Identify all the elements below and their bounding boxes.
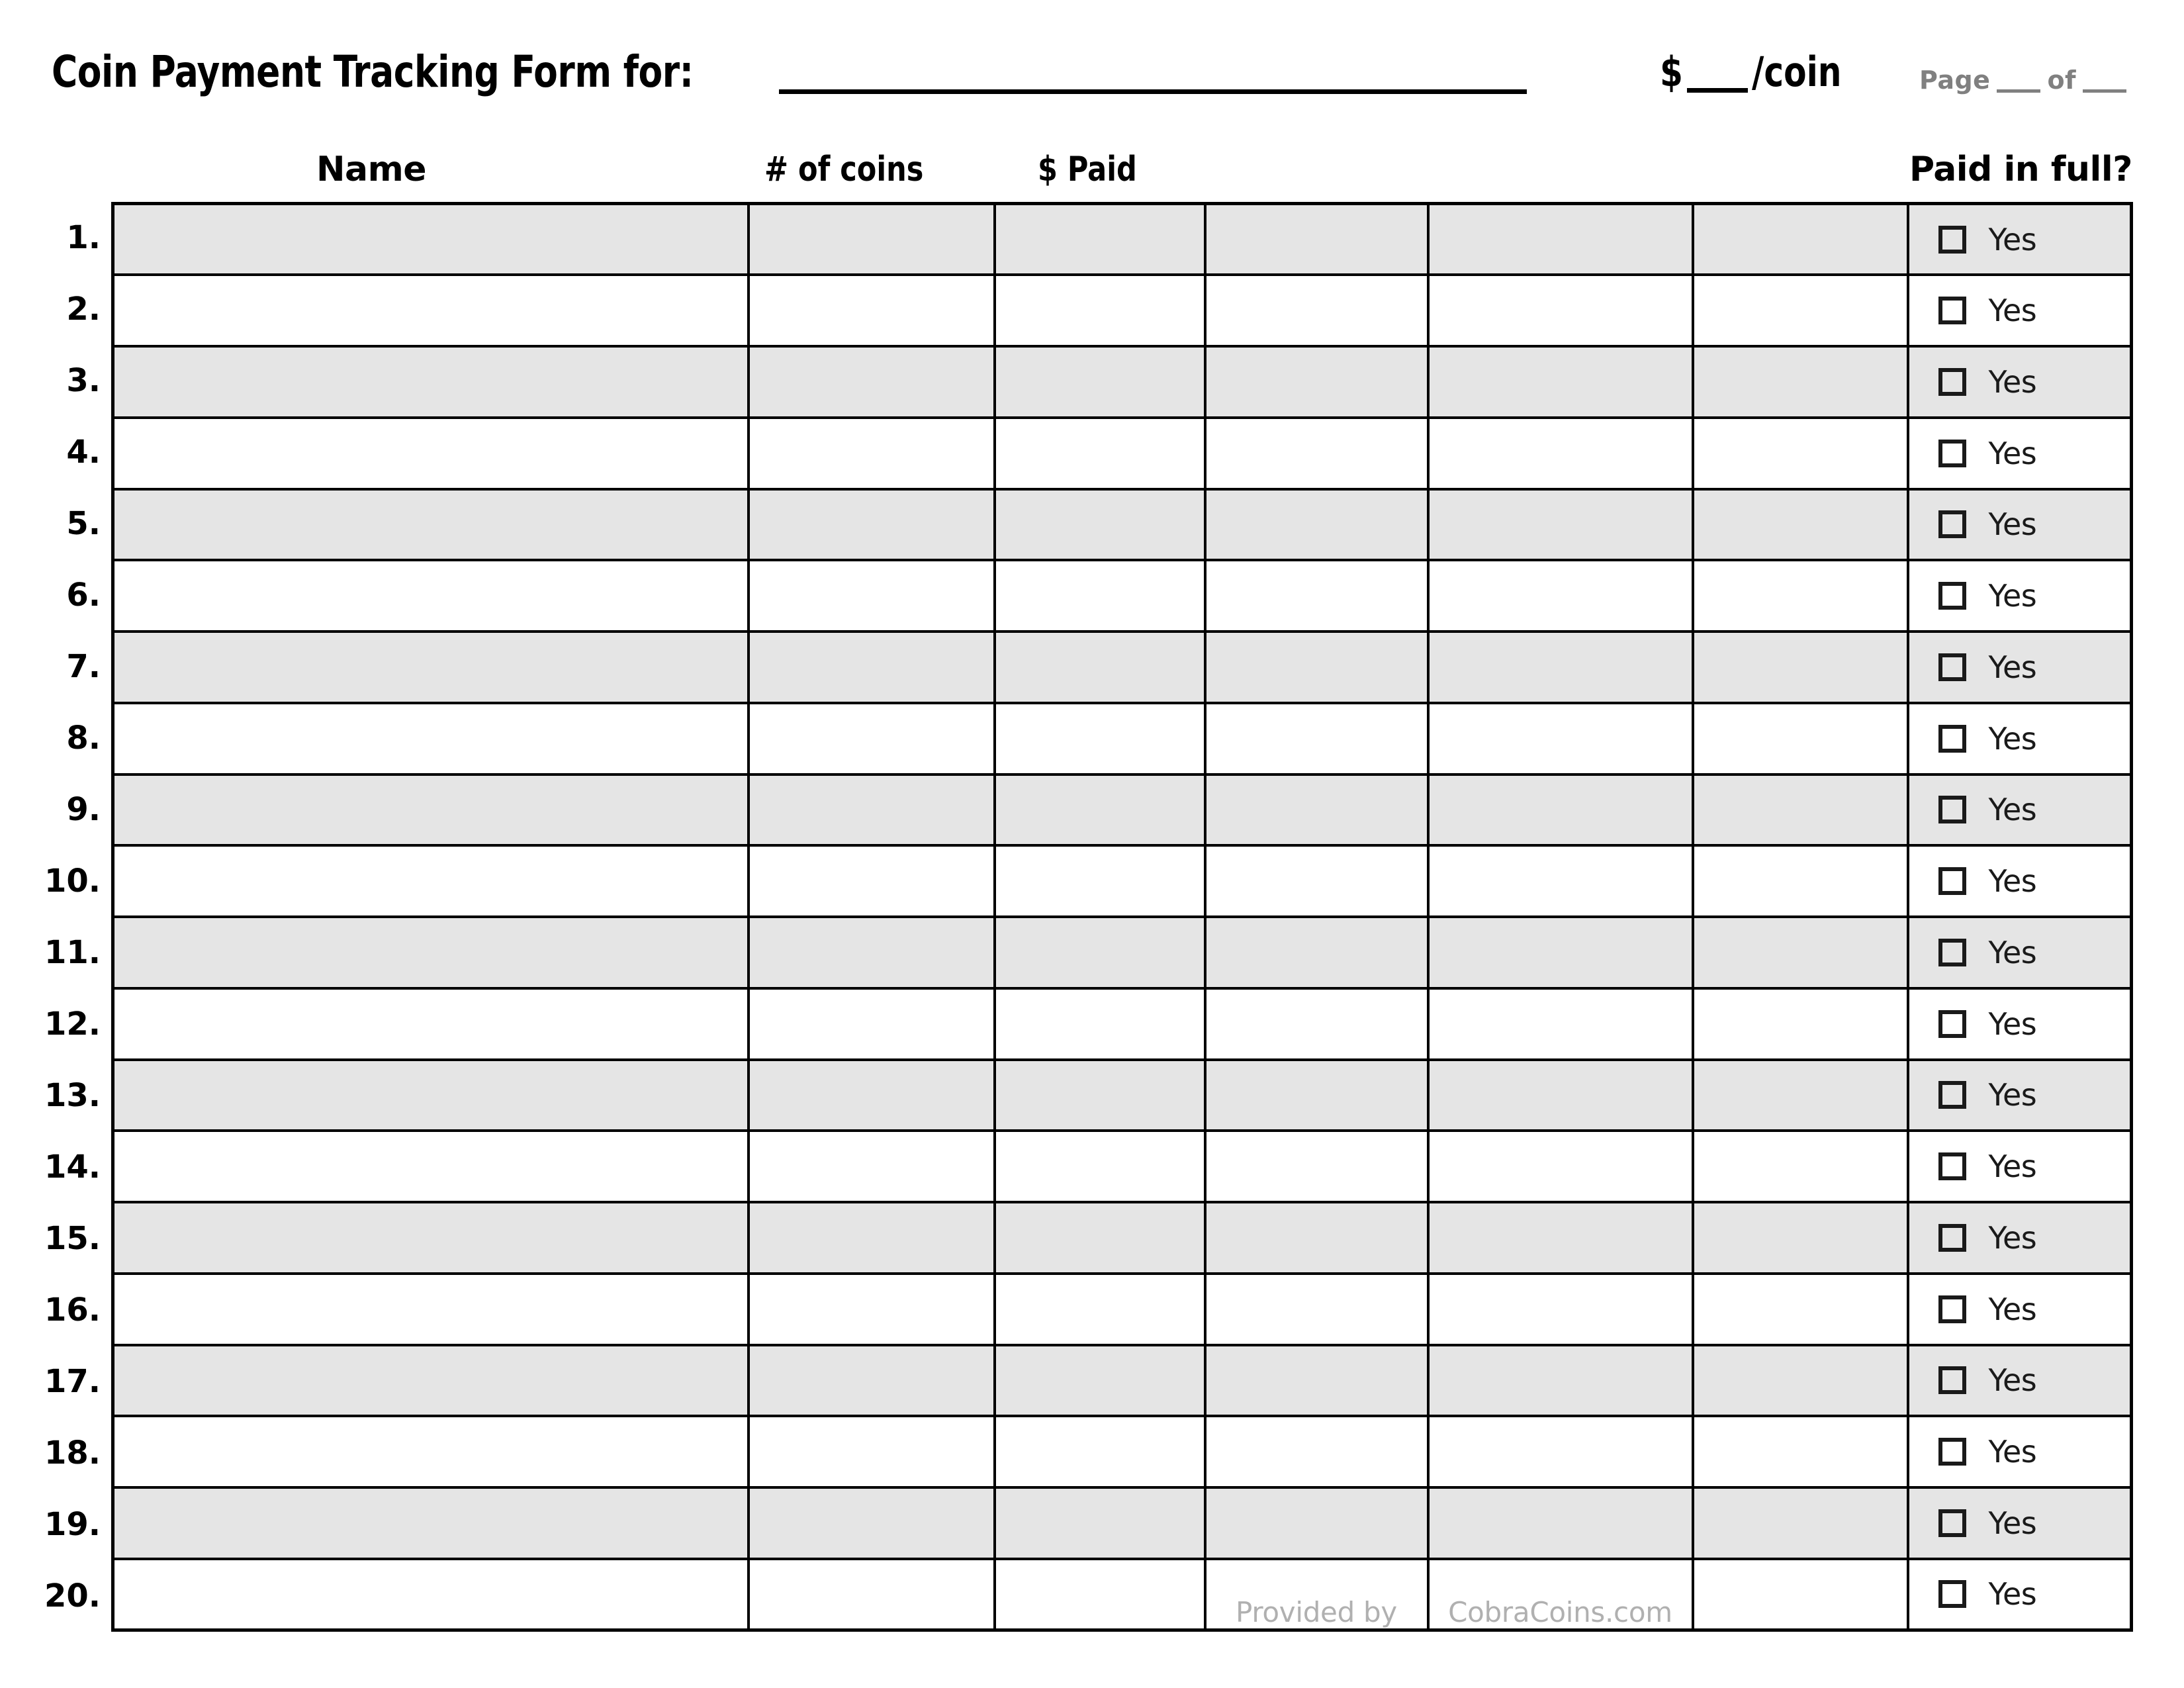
- row-number: 2.: [66, 291, 101, 328]
- page-total-blank[interactable]: [2083, 84, 2126, 93]
- table-row: [113, 845, 2132, 917]
- cell-extra-3[interactable]: [1693, 560, 1908, 632]
- cell-extra-2[interactable]: [1428, 560, 1693, 632]
- cell-paid-in-full[interactable]: [1908, 489, 2132, 561]
- cell-paid[interactable]: [995, 845, 1205, 917]
- checkbox-label: Yes: [1988, 578, 2037, 614]
- cell-paid[interactable]: [995, 1274, 1205, 1345]
- page-label: Page: [1919, 66, 1991, 95]
- table-row: [113, 1487, 2132, 1559]
- checkbox-label: Yes: [1988, 363, 2037, 400]
- checkbox-icon[interactable]: [1938, 653, 1966, 681]
- cell-extra-1[interactable]: [1205, 632, 1428, 703]
- cell-extra-2[interactable]: [1428, 1202, 1693, 1274]
- checkbox-icon[interactable]: [1938, 1580, 1966, 1608]
- cell-paid[interactable]: [995, 275, 1205, 346]
- page-title: Coin Payment Tracking Form for:: [52, 46, 694, 97]
- cell-extra-2[interactable]: [1428, 1131, 1693, 1202]
- cell-paid[interactable]: [995, 703, 1205, 774]
- table-row: [113, 1060, 2132, 1131]
- cell-paid[interactable]: [995, 1559, 1205, 1630]
- cell-extra-2[interactable]: [1428, 418, 1693, 489]
- checkbox-label: Yes: [1988, 720, 2037, 757]
- cell-name[interactable]: [113, 1202, 749, 1274]
- cell-extra-2[interactable]: [1428, 845, 1693, 917]
- cell-paid-in-full[interactable]: [1908, 1416, 2132, 1487]
- cell-extra-2[interactable]: [1428, 1060, 1693, 1131]
- checkbox-label: Yes: [1988, 792, 2037, 828]
- cell-extra-3[interactable]: [1693, 1416, 1908, 1487]
- checkbox-label: Yes: [1988, 1434, 2037, 1470]
- cell-extra-1[interactable]: [1205, 489, 1428, 561]
- table-row: [113, 632, 2132, 703]
- cell-paid-in-full[interactable]: [1908, 418, 2132, 489]
- column-header-paid-in-full: Paid in full?: [1909, 150, 2132, 189]
- cell-name[interactable]: [113, 560, 749, 632]
- cell-extra-3[interactable]: [1693, 275, 1908, 346]
- cell-name[interactable]: [113, 204, 749, 275]
- paid-in-full-control[interactable]: [1909, 1291, 2130, 1327]
- cell-name[interactable]: [113, 1559, 749, 1630]
- checkbox-icon[interactable]: [1938, 1224, 1966, 1252]
- cell-extra-1[interactable]: [1205, 774, 1428, 846]
- cell-paid-in-full[interactable]: [1908, 204, 2132, 275]
- row-number: 3.: [66, 362, 101, 399]
- row-number: 12.: [44, 1006, 101, 1043]
- cell-extra-1[interactable]: [1205, 204, 1428, 275]
- cell-paid[interactable]: [995, 418, 1205, 489]
- paid-in-full-control[interactable]: [1909, 578, 2130, 614]
- row-number: 17.: [44, 1363, 101, 1400]
- paid-in-full-control[interactable]: [1909, 1505, 2130, 1541]
- cell-extra-2[interactable]: [1428, 917, 1693, 988]
- cell-extra-1[interactable]: [1205, 418, 1428, 489]
- cell-coins[interactable]: [749, 275, 995, 346]
- cell-paid[interactable]: [995, 1131, 1205, 1202]
- cell-extra-2[interactable]: [1428, 1487, 1693, 1559]
- page-number-block: [1919, 61, 2126, 93]
- paid-in-full-control[interactable]: [1909, 1362, 2130, 1399]
- cell-paid[interactable]: [995, 489, 1205, 561]
- checkbox-icon[interactable]: [1938, 1010, 1966, 1038]
- cell-coins[interactable]: [749, 560, 995, 632]
- cell-paid-in-full[interactable]: [1908, 1345, 2132, 1417]
- row-number: 20.: [44, 1577, 101, 1615]
- row-number: 9.: [66, 791, 101, 828]
- row-number: 6.: [66, 577, 101, 614]
- table-row: [113, 418, 2132, 489]
- cell-coins[interactable]: [749, 1060, 995, 1131]
- table-row: [113, 774, 2132, 846]
- checkbox-label: Yes: [1988, 221, 2037, 258]
- paid-in-full-control[interactable]: [1909, 720, 2130, 757]
- cell-paid[interactable]: [995, 1060, 1205, 1131]
- cell-extra-3[interactable]: [1693, 489, 1908, 561]
- title-fill-in-blank[interactable]: [779, 80, 1527, 94]
- cell-paid-in-full[interactable]: [1908, 1131, 2132, 1202]
- page-current-blank[interactable]: [1997, 84, 2040, 93]
- cell-extra-3[interactable]: [1693, 703, 1908, 774]
- table-row: [113, 1274, 2132, 1345]
- checkbox-icon[interactable]: [1938, 582, 1966, 610]
- cell-paid[interactable]: [995, 346, 1205, 418]
- cell-name[interactable]: [113, 1131, 749, 1202]
- cell-paid-in-full[interactable]: [1908, 1559, 2132, 1630]
- cell-paid-in-full[interactable]: [1908, 1487, 2132, 1559]
- cell-name[interactable]: [113, 489, 749, 561]
- cell-extra-3[interactable]: [1693, 845, 1908, 917]
- column-header-paid: $ Paid: [1038, 150, 1137, 189]
- cell-name[interactable]: [113, 275, 749, 346]
- cell-extra-2[interactable]: [1428, 1274, 1693, 1345]
- cell-extra-1[interactable]: [1205, 1487, 1428, 1559]
- cell-paid[interactable]: [995, 560, 1205, 632]
- cell-name[interactable]: [113, 632, 749, 703]
- cell-paid[interactable]: [995, 204, 1205, 275]
- table-row: [113, 1131, 2132, 1202]
- cell-extra-3[interactable]: [1693, 1487, 1908, 1559]
- checkbox-icon[interactable]: [1938, 1152, 1966, 1180]
- checkbox-icon[interactable]: [1938, 1366, 1966, 1394]
- cell-coins[interactable]: [749, 917, 995, 988]
- cell-paid-in-full[interactable]: [1908, 1202, 2132, 1274]
- form-header: [0, 0, 2184, 132]
- cell-extra-3[interactable]: [1693, 346, 1908, 418]
- checkbox-label: Yes: [1988, 435, 2037, 471]
- row-number: 4.: [66, 434, 101, 471]
- table-row: [113, 204, 2132, 275]
- cell-extra-3[interactable]: [1693, 774, 1908, 846]
- cell-extra-2[interactable]: [1428, 774, 1693, 846]
- cell-coins[interactable]: [749, 346, 995, 418]
- cell-extra-3[interactable]: [1693, 1131, 1908, 1202]
- cell-paid[interactable]: [995, 1202, 1205, 1274]
- cell-paid-in-full[interactable]: [1908, 560, 2132, 632]
- paid-in-full-control[interactable]: [1909, 1434, 2130, 1470]
- table-row: [113, 560, 2132, 632]
- cell-extra-1[interactable]: [1205, 988, 1428, 1060]
- paid-in-full-control[interactable]: [1909, 1006, 2130, 1042]
- checkbox-icon[interactable]: [1938, 368, 1966, 396]
- cell-paid-in-full[interactable]: [1908, 1274, 2132, 1345]
- cell-coins[interactable]: [749, 489, 995, 561]
- paid-in-full-control[interactable]: [1909, 934, 2130, 970]
- paid-in-full-control[interactable]: [1909, 1219, 2130, 1256]
- cell-name[interactable]: [113, 346, 749, 418]
- cell-paid[interactable]: [995, 1416, 1205, 1487]
- cell-paid-in-full[interactable]: [1908, 988, 2132, 1060]
- cell-extra-1[interactable]: [1205, 1416, 1428, 1487]
- cell-extra-2[interactable]: [1428, 1345, 1693, 1417]
- checkbox-icon[interactable]: [1938, 796, 1966, 823]
- cell-extra-2[interactable]: [1428, 1559, 1693, 1630]
- cell-name[interactable]: [113, 988, 749, 1060]
- column-header-name: Name: [316, 150, 427, 189]
- cell-coins[interactable]: [749, 774, 995, 846]
- cell-coins[interactable]: [749, 845, 995, 917]
- cell-extra-2[interactable]: [1428, 489, 1693, 561]
- checkbox-label: Yes: [1988, 1362, 2037, 1399]
- cell-coins[interactable]: [749, 1416, 995, 1487]
- cell-paid-in-full[interactable]: [1908, 1060, 2132, 1131]
- cell-paid[interactable]: [995, 774, 1205, 846]
- cell-extra-3[interactable]: [1693, 1274, 1908, 1345]
- cell-extra-3[interactable]: [1693, 204, 1908, 275]
- cell-extra-3[interactable]: [1693, 1202, 1908, 1274]
- cell-name[interactable]: [113, 845, 749, 917]
- table-row: [113, 917, 2132, 988]
- paid-in-full-control[interactable]: [1909, 1576, 2130, 1613]
- row-number: 14.: [44, 1149, 101, 1186]
- cell-extra-3[interactable]: [1693, 418, 1908, 489]
- cell-extra-3[interactable]: [1693, 1345, 1908, 1417]
- paid-in-full-control[interactable]: [1909, 221, 2130, 258]
- cell-extra-1[interactable]: [1205, 346, 1428, 418]
- price-per-coin-block: [1660, 44, 1851, 96]
- cell-coins[interactable]: [749, 204, 995, 275]
- cell-paid[interactable]: [995, 988, 1205, 1060]
- checkbox-icon[interactable]: [1938, 867, 1966, 895]
- cell-extra-2[interactable]: [1428, 346, 1693, 418]
- cell-coins[interactable]: [749, 1131, 995, 1202]
- checkbox-label: Yes: [1988, 1077, 2037, 1113]
- checkbox-label: Yes: [1988, 1576, 2037, 1613]
- paid-in-full-control[interactable]: [1909, 435, 2130, 471]
- cell-paid-in-full[interactable]: [1908, 845, 2132, 917]
- per-coin-label: /coin: [1751, 48, 1842, 96]
- cell-paid-in-full[interactable]: [1908, 275, 2132, 346]
- checkbox-icon[interactable]: [1938, 1295, 1966, 1323]
- table-row: [113, 1416, 2132, 1487]
- checkbox-icon[interactable]: [1938, 1438, 1966, 1466]
- cell-name[interactable]: [113, 1345, 749, 1417]
- table-row: [113, 489, 2132, 561]
- cell-extra-2[interactable]: [1428, 275, 1693, 346]
- cell-coins[interactable]: [749, 1487, 995, 1559]
- paid-in-full-control[interactable]: [1909, 293, 2130, 329]
- cell-extra-1[interactable]: [1205, 1559, 1428, 1630]
- cell-paid[interactable]: [995, 917, 1205, 988]
- cell-extra-1[interactable]: [1205, 1060, 1428, 1131]
- paid-in-full-control[interactable]: [1909, 363, 2130, 400]
- cell-coins[interactable]: [749, 1274, 995, 1345]
- row-number: 1.: [66, 219, 101, 256]
- cell-extra-1[interactable]: [1205, 1274, 1428, 1345]
- checkbox-label: Yes: [1988, 863, 2037, 900]
- cell-extra-3[interactable]: [1693, 988, 1908, 1060]
- paid-in-full-control[interactable]: [1909, 792, 2130, 828]
- cell-extra-3[interactable]: [1693, 1060, 1908, 1131]
- checkbox-label: Yes: [1988, 649, 2037, 685]
- title-row: [52, 41, 1527, 97]
- cell-extra-1[interactable]: [1205, 1202, 1428, 1274]
- checkbox-icon[interactable]: [1938, 440, 1966, 467]
- checkbox-label: Yes: [1988, 1219, 2037, 1256]
- cell-extra-3[interactable]: [1693, 1559, 1908, 1630]
- checkbox-label: Yes: [1988, 1505, 2037, 1541]
- cell-coins[interactable]: [749, 1559, 995, 1630]
- row-number: 11.: [44, 934, 101, 971]
- row-number: 5.: [66, 505, 101, 542]
- checkbox-icon[interactable]: [1938, 297, 1966, 324]
- cell-name[interactable]: [113, 1487, 749, 1559]
- row-number: 19.: [44, 1506, 101, 1543]
- cell-extra-3[interactable]: [1693, 632, 1908, 703]
- checkbox-label: Yes: [1988, 934, 2037, 970]
- cell-name[interactable]: [113, 1060, 749, 1131]
- watermark-site: CobraCoins.com: [1448, 1596, 1672, 1629]
- paid-in-full-control[interactable]: [1909, 506, 2130, 543]
- cell-extra-1[interactable]: [1205, 275, 1428, 346]
- checkbox-icon[interactable]: [1938, 1081, 1966, 1109]
- cell-extra-1[interactable]: [1205, 845, 1428, 917]
- cell-extra-3[interactable]: [1693, 917, 1908, 988]
- table-row: [113, 1345, 2132, 1417]
- table-row: [113, 988, 2132, 1060]
- checkbox-icon[interactable]: [1938, 725, 1966, 753]
- checkbox-icon[interactable]: [1938, 226, 1966, 254]
- cell-coins[interactable]: [749, 1202, 995, 1274]
- checkbox-icon[interactable]: [1938, 939, 1966, 966]
- checkbox-icon[interactable]: [1938, 510, 1966, 538]
- cell-coins[interactable]: [749, 632, 995, 703]
- cell-extra-1[interactable]: [1205, 703, 1428, 774]
- cell-name[interactable]: [113, 917, 749, 988]
- cell-paid-in-full[interactable]: [1908, 632, 2132, 703]
- coin-payment-tracking-table: [111, 202, 2133, 1632]
- table-row: [113, 703, 2132, 774]
- cell-extra-2[interactable]: [1428, 1416, 1693, 1487]
- cell-name[interactable]: [113, 418, 749, 489]
- checkbox-icon[interactable]: [1938, 1509, 1966, 1537]
- cell-paid-in-full[interactable]: [1908, 774, 2132, 846]
- page-of-label: of: [2047, 66, 2077, 95]
- row-number: 8.: [66, 720, 101, 757]
- checkbox-label: Yes: [1988, 1006, 2037, 1042]
- cell-coins[interactable]: [749, 703, 995, 774]
- cell-paid[interactable]: [995, 632, 1205, 703]
- cell-extra-1[interactable]: [1205, 560, 1428, 632]
- table-row: [113, 275, 2132, 346]
- cell-extra-2[interactable]: [1428, 204, 1693, 275]
- table-row: [113, 1559, 2132, 1630]
- checkbox-label: Yes: [1988, 293, 2037, 329]
- cell-extra-1[interactable]: [1205, 917, 1428, 988]
- cell-coins[interactable]: [749, 418, 995, 489]
- paid-in-full-control[interactable]: [1909, 649, 2130, 685]
- cell-extra-1[interactable]: [1205, 1131, 1428, 1202]
- row-number-gutter: [0, 202, 101, 1632]
- cell-paid-in-full[interactable]: [1908, 703, 2132, 774]
- row-number: 10.: [44, 863, 101, 900]
- cell-paid[interactable]: [995, 1487, 1205, 1559]
- paid-in-full-control[interactable]: [1909, 1149, 2130, 1185]
- row-number: 13.: [44, 1077, 101, 1114]
- checkbox-label: Yes: [1988, 506, 2037, 543]
- cell-name[interactable]: [113, 1274, 749, 1345]
- cell-extra-2[interactable]: [1428, 703, 1693, 774]
- cell-name[interactable]: [113, 1416, 749, 1487]
- tracking-table-wrapper: [111, 202, 2130, 1632]
- cell-coins[interactable]: [749, 988, 995, 1060]
- cell-paid-in-full[interactable]: [1908, 917, 2132, 988]
- column-header-coins: # of coins: [764, 150, 924, 189]
- price-fill-in-blank[interactable]: [1687, 80, 1748, 93]
- cell-extra-2[interactable]: [1428, 988, 1693, 1060]
- cell-paid-in-full[interactable]: [1908, 346, 2132, 418]
- row-number: 15.: [44, 1220, 101, 1257]
- table-row: [113, 346, 2132, 418]
- paid-in-full-control[interactable]: [1909, 1077, 2130, 1113]
- column-header-labels: [0, 151, 2184, 203]
- cell-coins[interactable]: [749, 1345, 995, 1417]
- row-number: 7.: [66, 648, 101, 685]
- cell-name[interactable]: [113, 774, 749, 846]
- cell-extra-1[interactable]: [1205, 1345, 1428, 1417]
- row-number: 16.: [44, 1291, 101, 1329]
- cell-extra-2[interactable]: [1428, 632, 1693, 703]
- watermark-provided-by: Provided by: [1236, 1596, 1397, 1629]
- checkbox-label: Yes: [1988, 1149, 2037, 1185]
- cell-name[interactable]: [113, 703, 749, 774]
- table-row: [113, 1202, 2132, 1274]
- cell-paid[interactable]: [995, 1345, 1205, 1417]
- paid-in-full-control[interactable]: [1909, 863, 2130, 900]
- currency-symbol: $: [1660, 48, 1683, 96]
- row-number: 18.: [44, 1434, 101, 1472]
- checkbox-label: Yes: [1988, 1291, 2037, 1327]
